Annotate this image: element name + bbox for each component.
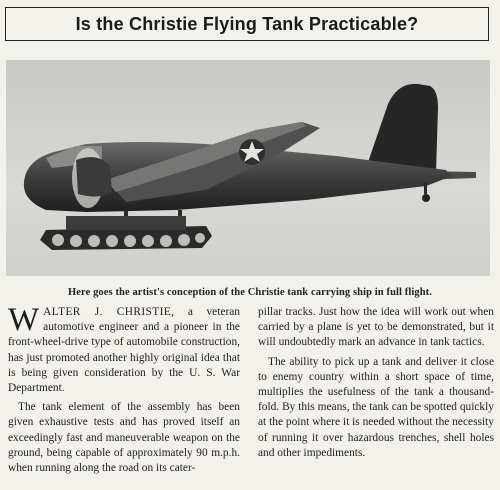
- photo-caption: Here goes the artist's conception of the Christie tank carrying ship in full flight.: [67, 287, 433, 298]
- engine-nacelle: [76, 157, 112, 196]
- article-column-left: [8, 302, 240, 476]
- lead-text: a veteran automotive engineer and a pioneer in the front-wheel-drive type of automobile construction, has just promoted another highly original idea that is being given consideration by the U. S. War Department.: [8, 306, 240, 395]
- article-column-right: [258, 305, 494, 461]
- drop-cap: W: [8, 302, 40, 338]
- flying-tank-illustration: [6, 60, 490, 276]
- article-paragraph: The ability to pick up a tank and deliver it close to enemy country within a short space of time, multiplies the usefulness of the tank a thousand-fold. By this means, the tank can be spotted quickly at the point where it is needed without the necessity of running it over hazardous trenches, shell holes and other impediments.: [258, 355, 494, 459]
- tank-turret-deck: [66, 216, 186, 230]
- article-paragraph: The tank element of the assembly has been given exhaustive tests and has proved itself an exceedingly fast and maneuverable weapon on the ground, being capable of approximately 90 m.p.h. when running along the road on its cater-: [8, 401, 240, 475]
- article-paragraph: pillar tracks. Just how the idea will work out when carried by a plane is yet to be demonstrated, but it will undoubtedly mark an advance in tank tactics.: [258, 306, 494, 349]
- page-title: Is the Christie Flying Tank Practicable?: [75, 13, 419, 34]
- title-box: [5, 7, 489, 41]
- article-paragraph: [8, 302, 240, 396]
- aircraft-photo: [6, 60, 490, 276]
- lead-name: ALTER J. CHRISTIE,: [43, 306, 175, 318]
